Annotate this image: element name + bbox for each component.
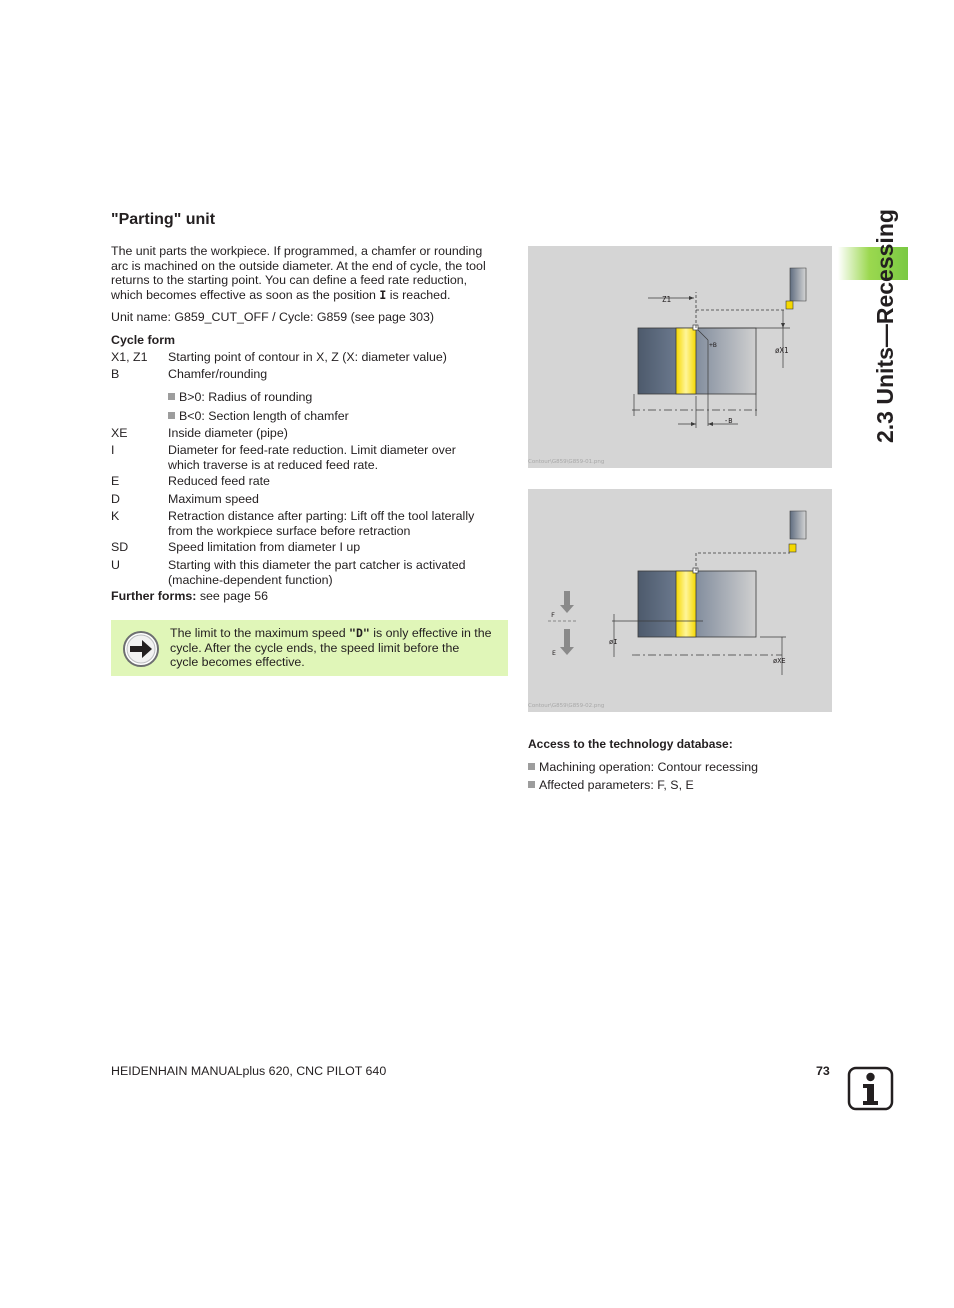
param-desc: Speed limitation from diameter I up — [168, 540, 361, 554]
further-forms: Further forms: see page 56 — [111, 589, 269, 603]
figure-parting-feed-reduction — [528, 489, 832, 712]
tool-insert — [789, 544, 796, 552]
param-key: XE — [111, 426, 128, 440]
param-key: I — [111, 443, 115, 457]
param-key: K — [111, 509, 120, 523]
param-desc: Starting point of contour in X, Z (X: diameter value) — [168, 350, 447, 364]
footer-title: HEIDENHAIN MANUALplus 620, CNC PILOT 640 — [111, 1064, 387, 1078]
note-box — [111, 620, 508, 676]
figure-2-drawing — [528, 489, 832, 712]
section-title: "Parting" unit — [111, 211, 216, 228]
tool-body — [790, 268, 806, 301]
bullet-square-icon — [168, 412, 175, 419]
f-label: F — [551, 611, 555, 619]
bullet-square-icon — [528, 763, 535, 770]
x1-label: øX1 — [775, 346, 789, 355]
traverse-path — [696, 553, 790, 571]
param-desc: Chamfer/rounding — [168, 367, 268, 381]
intro-line: The unit parts the workpiece. If programmed, a chamfer or rounding — [111, 244, 483, 258]
tool-body — [790, 511, 806, 539]
intro-line: which becomes effective as soon as the position I is reached. — [111, 287, 451, 302]
param-key: U — [111, 558, 120, 572]
code-i: I — [379, 287, 387, 302]
param-desc: Starting with this diameter the part catcher is activated (machine-dependent function) — [168, 558, 466, 587]
tech-db-item: Machining operation: Contour recessing — [528, 760, 758, 775]
note-text: The limit to the maximum speed "D" is only effective in the cycle. After the cycle ends, the speed limit before the cycle becomes effective. — [170, 626, 492, 669]
traverse-path — [696, 292, 786, 328]
minus-b-label: -B — [724, 417, 733, 425]
figure-filename: Contour\G859\G859-02.png — [528, 703, 605, 709]
intro-line: arc is machined on the outside diameter. At the end of cycle, the tool — [111, 258, 486, 273]
workpiece — [638, 328, 756, 394]
i-label: øI — [609, 638, 618, 646]
param-desc: Diameter for feed-rate reduction. Limit diameter over which traverse is at reduced feed rate. — [168, 443, 456, 472]
param-key: X1, Z1 — [111, 350, 148, 364]
start-point-marker — [693, 325, 698, 330]
b-option-positive: B>0: Radius of rounding — [168, 390, 312, 405]
z1-label: Z1 — [662, 295, 672, 304]
param-key: E — [111, 474, 120, 488]
info-icon — [847, 1066, 894, 1111]
unit-name: Unit name: G859_CUT_OFF / Cycle: G859 (see page 303) — [111, 310, 434, 324]
start-point-marker — [693, 568, 698, 573]
bullet-square-icon — [168, 393, 175, 400]
bullet-square-icon — [528, 781, 535, 788]
feed-f-arrow — [560, 591, 574, 613]
param-key: D — [111, 492, 120, 506]
plus-b-label: +B — [709, 341, 717, 349]
code-d: "D" — [349, 626, 370, 640]
recess-zone — [676, 571, 696, 637]
page-number: 73 — [816, 1064, 830, 1078]
figure-filename: Contour\G859\G859-01.png — [528, 459, 605, 465]
xe-label: øXE — [773, 657, 786, 665]
tool-insert — [786, 301, 793, 309]
feed-e-arrow — [560, 629, 574, 655]
intro-paragraph — [111, 244, 511, 302]
param-desc: Inside diameter (pipe) — [168, 426, 288, 440]
chapter-title: 2.3 Units—Recessing — [872, 209, 898, 443]
figure-1-drawing — [528, 246, 832, 468]
tech-db-heading: Access to the technology database: — [528, 737, 733, 751]
param-key: B — [111, 367, 120, 381]
tech-db-item: Affected parameters: F, S, E — [528, 778, 694, 793]
arrow-right-icon — [121, 629, 161, 669]
param-desc: Maximum speed — [168, 492, 259, 506]
param-key: SD — [111, 540, 129, 554]
recess-zone — [676, 328, 696, 394]
intro-line: returns to the starting point. You can define a feed rate reduction, — [111, 273, 468, 287]
workpiece — [638, 571, 756, 637]
b-option-negative: B<0: Section length of chamfer — [168, 409, 349, 424]
param-desc: Retraction distance after parting: Lift off the tool laterally from the workpiece surface before retraction — [168, 509, 475, 538]
param-desc: Reduced feed rate — [168, 474, 270, 488]
figure-parting-contour — [528, 246, 832, 468]
cycle-form-heading: Cycle form — [111, 333, 176, 347]
e-label: E — [552, 649, 556, 657]
